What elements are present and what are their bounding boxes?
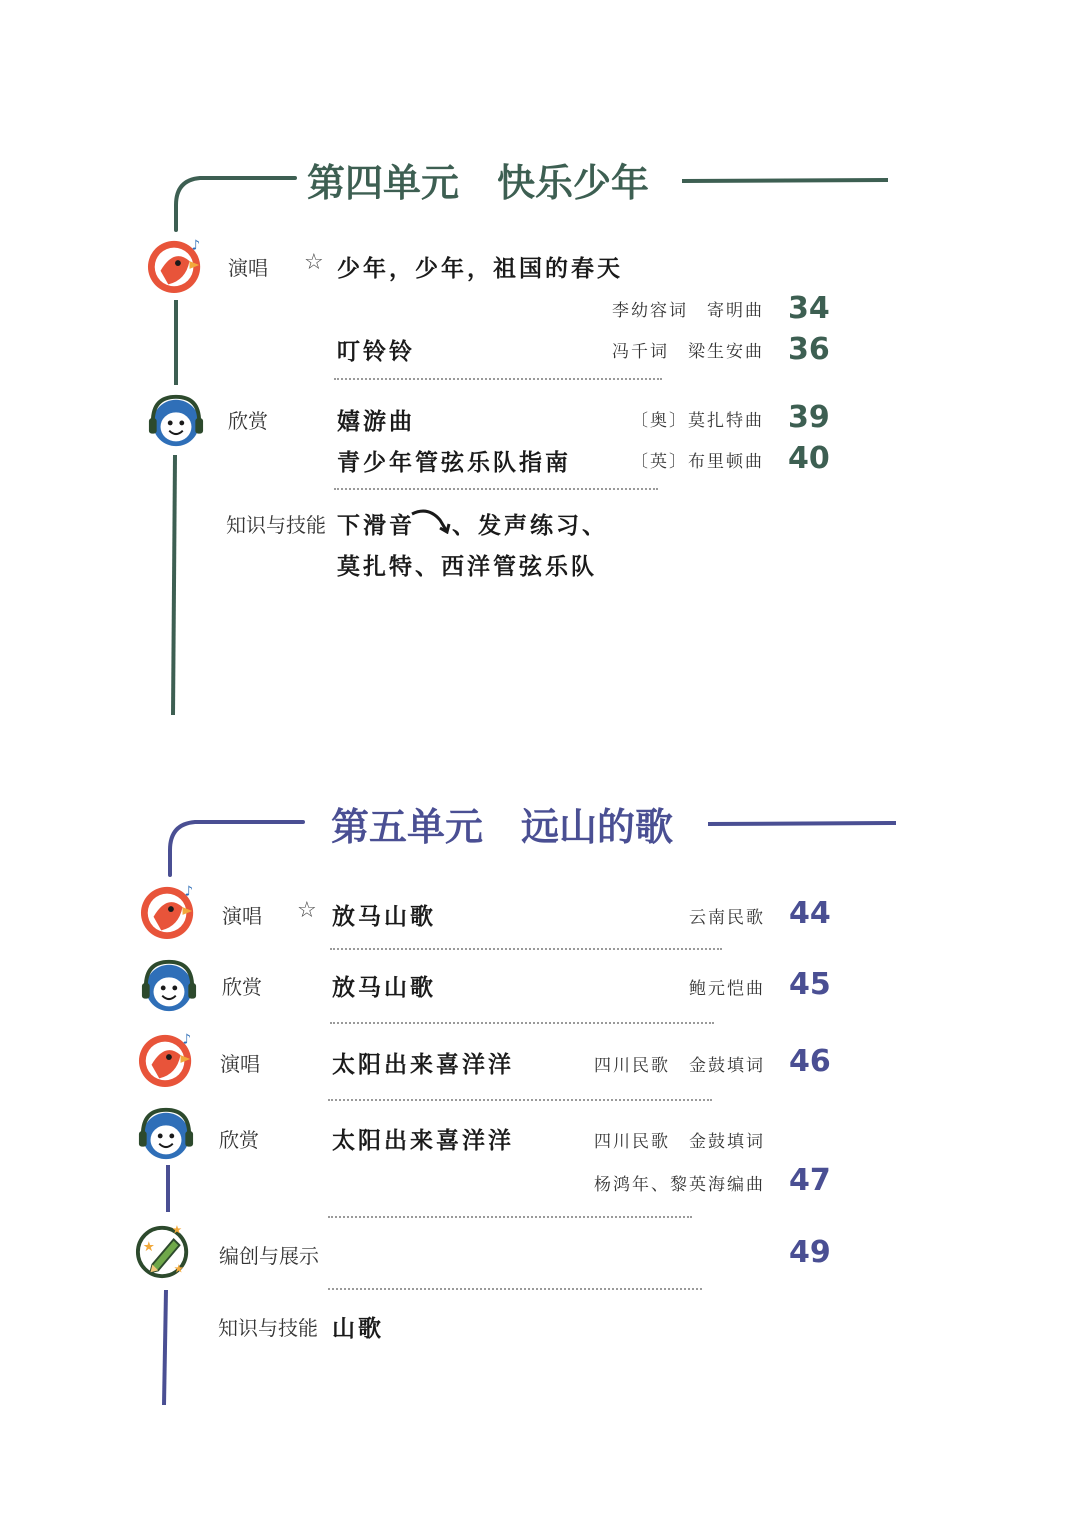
category-sing: 演唱 (220, 1052, 260, 1076)
category-listen: 欣赏 (228, 409, 268, 433)
dotted-divider (334, 488, 658, 490)
headphone-boy-icon (140, 958, 198, 1016)
song-credit: 杨鸿年、黎英海编曲 (594, 1175, 765, 1195)
svg-text:♪: ♪ (191, 237, 201, 254)
song-credit: 鲍元恺曲 (689, 979, 765, 999)
singing-bird-icon (147, 236, 205, 294)
star-icon: ☆ (297, 898, 317, 923)
svg-text:★: ★ (171, 1222, 183, 1237)
page-number[interactable]: 49 (789, 1235, 831, 1270)
headphone-boy-icon (147, 393, 205, 451)
headphone-boy-icon (137, 1106, 195, 1164)
singing-bird-icon (138, 1030, 196, 1088)
song-title[interactable]: 叮铃铃 (337, 338, 415, 365)
page-number[interactable]: 46 (789, 1044, 831, 1079)
dotted-divider (328, 1216, 692, 1218)
song-credit: 四川民歌 金鼓填词 (594, 1132, 765, 1152)
song-title[interactable]: 放马山歌 (332, 903, 436, 930)
category-listen: 欣赏 (219, 1128, 259, 1152)
knowledge-text: 山歌 (332, 1315, 384, 1342)
dotted-divider (334, 378, 662, 380)
svg-text:♪: ♪ (184, 883, 194, 900)
song-credit: 四川民歌 金鼓填词 (594, 1056, 765, 1076)
song-credit: 李幼容词 寄明曲 (612, 301, 764, 321)
page-number[interactable]: 39 (788, 400, 830, 435)
song-credit: 云南民歌 (689, 908, 765, 928)
knowledge-text-line1b: 、发声练习、 (452, 512, 608, 539)
category-knowledge: 知识与技能 (226, 513, 326, 537)
song-title[interactable]: 放马山歌 (332, 974, 436, 1001)
unit-5-title: 第五单元 远山的歌 (331, 804, 674, 849)
knowledge-text-line2: 莫扎特、西洋管弦乐队 (337, 553, 597, 580)
song-credit: 〔英〕布里顿曲 (631, 452, 764, 472)
category-sing: 演唱 (222, 904, 262, 928)
dotted-divider (330, 948, 722, 950)
unit-5-timeline (0, 760, 1080, 1420)
song-title[interactable]: 太阳出来喜洋洋 (332, 1051, 514, 1078)
page-number[interactable]: 44 (789, 896, 831, 931)
page-number[interactable]: 47 (789, 1163, 831, 1198)
song-title[interactable]: 嬉游曲 (337, 408, 415, 435)
dotted-divider (328, 1099, 712, 1101)
category-listen: 欣赏 (222, 975, 262, 999)
page-number[interactable]: 40 (788, 441, 830, 476)
song-title[interactable]: 太阳出来喜洋洋 (332, 1127, 514, 1154)
song-credit: 〔奥〕莫扎特曲 (631, 411, 764, 431)
song-title[interactable]: 青少年管弦乐队指南 (337, 449, 571, 476)
singing-bird-icon (140, 882, 198, 940)
pencil-star-icon (135, 1222, 193, 1280)
dotted-divider (330, 1022, 714, 1024)
svg-text:♪: ♪ (182, 1031, 192, 1048)
unit-4-title: 第四单元 快乐少年 (307, 160, 650, 205)
svg-text:★: ★ (173, 1261, 185, 1276)
glide-down-symbol-icon (410, 506, 454, 534)
dotted-divider (328, 1288, 702, 1290)
unit-4-timeline (0, 0, 1080, 720)
knowledge-text-line1a: 下滑音 (337, 512, 415, 539)
category-sing: 演唱 (228, 256, 268, 280)
star-icon: ☆ (304, 250, 324, 275)
category-create: 编创与展示 (219, 1244, 319, 1268)
page-number[interactable]: 36 (788, 332, 830, 367)
svg-text:★: ★ (142, 1239, 155, 1255)
page-number[interactable]: 34 (788, 291, 830, 326)
category-knowledge: 知识与技能 (218, 1316, 318, 1340)
song-credit: 冯千词 梁生安曲 (612, 342, 764, 362)
song-title[interactable]: 少年，少年，祖国的春天 (337, 255, 623, 282)
page-number[interactable]: 45 (789, 967, 831, 1002)
